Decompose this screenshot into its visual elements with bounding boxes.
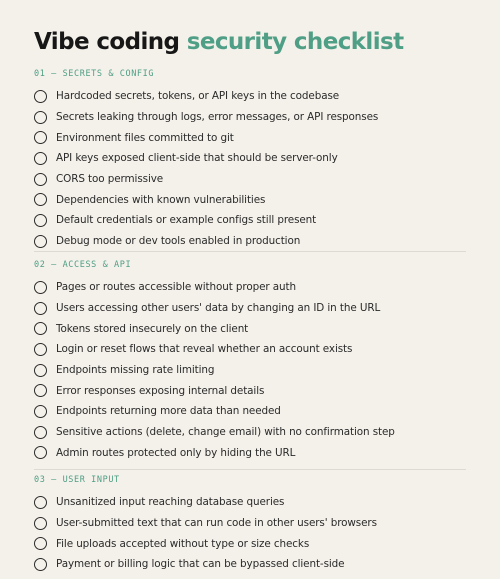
checkbox-circle-icon[interactable]	[34, 193, 47, 206]
item-label: Endpoints returning more data than needed	[56, 405, 281, 418]
checkbox-circle-icon[interactable]	[34, 384, 47, 397]
checkbox-circle-icon[interactable]	[34, 152, 47, 165]
section-divider	[34, 469, 466, 470]
item-label: Secrets leaking through logs, error messages, or API responses	[56, 111, 379, 124]
item-label: Endpoints missing rate limiting	[56, 364, 215, 377]
checklist-item[interactable]	[34, 443, 466, 464]
section-secrets-config	[34, 67, 466, 252]
section-access-api	[34, 258, 466, 463]
checkbox-circle-icon[interactable]	[34, 214, 47, 227]
item-label: Default credentials or example configs still present	[56, 214, 317, 227]
checklist	[34, 86, 466, 252]
item-label: Payment or billing logic that can be bypassed client-side	[56, 558, 345, 571]
checkbox-circle-icon[interactable]	[34, 343, 47, 356]
item-label: Hardcoded secrets, tokens, or API keys in the codebase	[56, 90, 340, 103]
checkbox-circle-icon[interactable]	[34, 405, 47, 418]
checkbox-circle-icon[interactable]	[34, 281, 47, 294]
checkbox-circle-icon[interactable]	[34, 364, 47, 377]
checkbox-circle-icon[interactable]	[34, 302, 47, 315]
item-label: Debug mode or dev tools enabled in production	[56, 235, 301, 248]
checklist-item[interactable]	[34, 169, 466, 190]
item-label: Tokens stored insecurely on the client	[56, 322, 249, 335]
checkbox-circle-icon[interactable]	[34, 322, 47, 335]
checklist-item[interactable]	[34, 127, 466, 148]
section-header: 02 — ACCESS & API	[34, 260, 132, 270]
item-label: Unsanitized input reaching database queries	[56, 496, 285, 509]
checkbox-circle-icon[interactable]	[34, 173, 47, 186]
item-label: Login or reset flows that reveal whether an account exists	[56, 343, 353, 356]
item-label: Pages or routes accessible without proper auth	[56, 281, 296, 294]
checklist-item[interactable]	[34, 189, 466, 210]
checkbox-circle-icon[interactable]	[34, 426, 47, 439]
checkbox-circle-icon[interactable]	[34, 558, 47, 571]
checklist-item[interactable]	[34, 298, 466, 319]
checklist-item[interactable]	[34, 318, 466, 339]
checklist	[34, 492, 466, 575]
item-label: File uploads accepted without type or size checks	[56, 537, 310, 550]
item-label: Admin routes protected only by hiding the URL	[56, 446, 296, 459]
checklist-item[interactable]	[34, 401, 466, 422]
section-divider	[34, 251, 466, 252]
item-label: Dependencies with known vulnerabilities	[56, 193, 266, 206]
checkbox-circle-icon[interactable]	[34, 446, 47, 459]
checklist-item[interactable]	[34, 492, 466, 513]
page-title	[34, 28, 466, 56]
item-label: CORS too permissive	[56, 173, 164, 186]
item-label: Environment files committed to git	[56, 131, 234, 144]
checklist-item[interactable]	[34, 86, 466, 107]
checkbox-circle-icon[interactable]	[34, 111, 47, 124]
item-label: User-submitted text that can run code in other users' browsers	[56, 517, 377, 530]
section-header: 03 — USER INPUT	[34, 475, 120, 485]
checkbox-circle-icon[interactable]	[34, 235, 47, 248]
checklist-item[interactable]	[34, 231, 466, 252]
title-main: Vibe coding	[34, 29, 187, 55]
checklist-item[interactable]	[34, 513, 466, 534]
section-user-input	[34, 473, 466, 575]
checklist-item[interactable]	[34, 277, 466, 298]
checklist-item[interactable]	[34, 533, 466, 554]
checkbox-circle-icon[interactable]	[34, 90, 47, 103]
checklist-item[interactable]	[34, 148, 466, 169]
checklist-item[interactable]	[34, 107, 466, 128]
checklist-item[interactable]	[34, 210, 466, 231]
item-label: API keys exposed client-side that should be server-only	[56, 152, 338, 165]
checklist-item[interactable]	[34, 422, 466, 443]
item-label: Users accessing other users' data by changing an ID in the URL	[56, 302, 381, 315]
title-accent: security checklist	[186, 29, 404, 55]
checkbox-circle-icon[interactable]	[34, 496, 47, 509]
item-label: Error responses exposing internal details	[56, 384, 265, 397]
checklist-item[interactable]	[34, 339, 466, 360]
checkbox-circle-icon[interactable]	[34, 537, 47, 550]
item-label: Sensitive actions (delete, change email) with no confirmation step	[56, 426, 395, 439]
section-header: 01 — SECRETS & CONFIG	[34, 69, 155, 79]
checklist-item[interactable]	[34, 360, 466, 381]
checklist	[34, 277, 466, 463]
checkbox-circle-icon[interactable]	[34, 517, 47, 530]
checkbox-circle-icon[interactable]	[34, 131, 47, 144]
checklist-item[interactable]	[34, 380, 466, 401]
checklist-item[interactable]	[34, 554, 466, 575]
